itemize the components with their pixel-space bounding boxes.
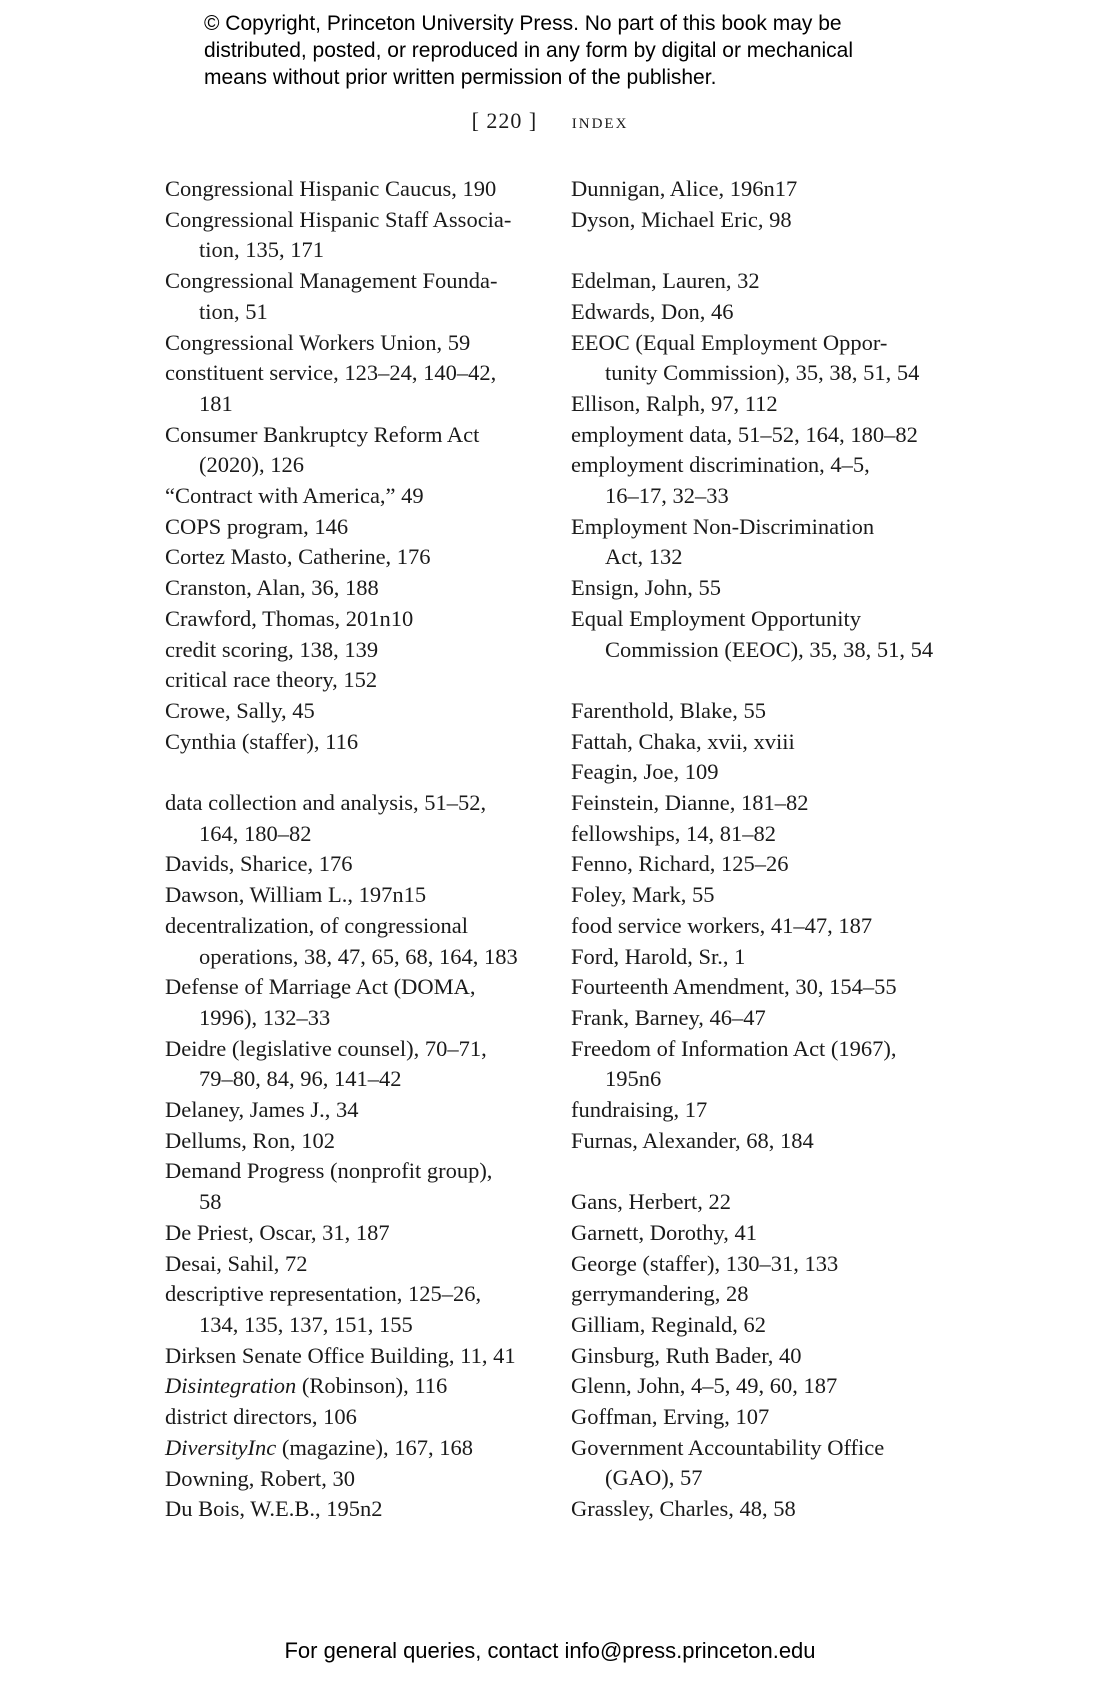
italic-title: Disintegration: [165, 1373, 297, 1399]
index-entry: employment discrimination, 4–5, 16–17, 32–33: [571, 452, 870, 509]
index-entry: critical race theory, 152: [165, 667, 378, 693]
index-entry: EEOC (Equal Employment Oppor- tunity Commission), 35, 38, 51, 54: [571, 329, 920, 386]
index-entry: decentralization, of congressional operations, 38, 47, 65, 68, 164, 183: [165, 912, 518, 969]
running-head: [0, 108, 1100, 134]
index-entry: Feinstein, Dianne, 181–82: [571, 790, 809, 816]
page-number: [ 220 ]: [471, 108, 538, 133]
index-column-left: [165, 174, 555, 1525]
letter-group-gap: [165, 757, 555, 788]
index-entry: Congressional Hispanic Staff Associa- tion, 135, 171: [165, 206, 512, 263]
copyright-line: means without prior written permission of the publisher.: [204, 66, 717, 89]
index-entry: Du Bois, W.E.B., 195n2: [165, 1496, 383, 1522]
index-entry: Cynthia (staffer), 116: [165, 728, 359, 754]
index-entry: Ford, Harold, Sr., 1: [571, 943, 746, 969]
index-entry: descriptive representation, 125–26, 134, 135, 137, 151, 155: [165, 1281, 482, 1337]
index-entry: Deidre (legislative counsel), 70–71, 79–80, 84, 96, 141–42: [165, 1035, 487, 1092]
index-entry: Gans, Herbert, 22: [571, 1189, 731, 1215]
index-entry: George (staffer), 130–31, 133: [571, 1250, 839, 1276]
index-entry: Dyson, Michael Eric, 98: [571, 206, 792, 232]
index-entry: constituent service, 123–24, 140–42, 181: [165, 360, 497, 416]
index-entry: Equal Employment Opportunity Commission (EEOC), 35, 38, 51, 54: [571, 605, 934, 662]
copyright-line: distributed, posted, or reproduced in any form by digital or mechanical: [204, 39, 854, 62]
letter-group-gap: [571, 1156, 971, 1187]
index-entry: DiversityInc (magazine), 167, 168: [165, 1434, 474, 1460]
footer-contact: For general queries, contact info@press.princeton.edu: [284, 1638, 816, 1663]
copyright-line: © Copyright, Princeton University Press. No part of this book may be: [204, 12, 842, 35]
index-entry: Farenthold, Blake, 55: [571, 697, 766, 723]
index-entry: “Contract with America,” 49: [165, 483, 424, 509]
index-entry: Cranston, Alan, 36, 188: [165, 575, 379, 601]
index-entry: Dirksen Senate Office Building, 11, 41: [165, 1342, 516, 1368]
index-entry: Edelman, Lauren, 32: [571, 268, 760, 294]
index-entry: Dawson, William L., 197n15: [165, 882, 427, 908]
index-entry: Freedom of Information Act (1967), 195n6: [571, 1035, 897, 1092]
index-entry: Goffman, Erving, 107: [571, 1404, 770, 1430]
index-entry: Ensign, John, 55: [571, 575, 722, 601]
index-entry: Gilliam, Reginald, 62: [571, 1311, 766, 1337]
index-entry: Feagin, Joe, 109: [571, 759, 719, 785]
index-entry: Desai, Sahil, 72: [165, 1250, 308, 1276]
index-entry: Garnett, Dorothy, 41: [571, 1219, 757, 1245]
index-entry: fundraising, 17: [571, 1097, 708, 1123]
index-entry: district directors, 106: [165, 1404, 357, 1430]
index-entry: Glenn, John, 4–5, 49, 60, 187: [571, 1373, 838, 1399]
index-entry: employment data, 51–52, 164, 180–82: [571, 421, 918, 447]
index-entry: Dunnigan, Alice, 196n17: [571, 176, 798, 201]
index-entry: food service workers, 41–47, 187: [571, 912, 873, 938]
index-entry: Fenno, Richard, 125–26: [571, 851, 789, 877]
letter-group-gap: [571, 665, 971, 696]
index-entry: Ginsburg, Ruth Bader, 40: [571, 1342, 802, 1368]
index-entry: Congressional Workers Union, 59: [165, 329, 471, 355]
index-entry: Defense of Marriage Act (DOMA, 1996), 132–33: [165, 974, 476, 1030]
index-entry: Frank, Barney, 46–47: [571, 1004, 766, 1030]
index-entry: fellowships, 14, 81–82: [571, 820, 776, 846]
index-entry: Consumer Bankruptcy Reform Act (2020), 126: [165, 421, 480, 478]
index-entry: data collection and analysis, 51–52, 164, 180–82: [165, 790, 487, 846]
index-entry: Crowe, Sally, 45: [165, 697, 315, 723]
index-entry: De Priest, Oscar, 31, 187: [165, 1219, 390, 1245]
index-entry: COPS program, 146: [165, 513, 349, 539]
index-entry: Furnas, Alexander, 68, 184: [571, 1127, 814, 1153]
index-entry: Government Accountability Office (GAO), 57: [571, 1434, 885, 1491]
index-entry: Fattah, Chaka, xvii, xviii: [571, 728, 795, 754]
index-entry: Delaney, James J., 34: [165, 1097, 359, 1123]
index-entry: Downing, Robert, 30: [165, 1465, 355, 1491]
index-entry: Davids, Sharice, 176: [165, 851, 353, 877]
section-title: index: [571, 108, 629, 133]
index-entry: Edwards, Don, 46: [571, 298, 734, 324]
index-entry: Congressional Hispanic Caucus, 190: [165, 176, 497, 201]
index-column-right: [571, 174, 971, 1525]
index-entry: Fourteenth Amendment, 30, 154–55: [571, 974, 897, 1000]
italic-title: DiversityInc: [165, 1434, 277, 1460]
index-entry: credit scoring, 138, 139: [165, 636, 379, 662]
index-entry: Crawford, Thomas, 201n10: [165, 605, 414, 631]
index-entry: Congressional Management Founda- tion, 51: [165, 268, 498, 324]
index-entry: Dellums, Ron, 102: [165, 1127, 336, 1153]
copyright-notice: [204, 10, 924, 91]
letter-group-gap: [571, 235, 971, 266]
index-entry: Demand Progress (nonprofit group), 58: [165, 1158, 493, 1215]
index-entry: Disintegration (Robinson), 116: [165, 1373, 448, 1399]
index-entry: Foley, Mark, 55: [571, 882, 715, 908]
index-entry: Ellison, Ralph, 97, 112: [571, 390, 778, 416]
index-entry: Grassley, Charles, 48, 58: [571, 1496, 796, 1522]
index-entry: gerrymandering, 28: [571, 1281, 749, 1307]
index-entry: Cortez Masto, Catherine, 176: [165, 544, 431, 570]
index-entry: Employment Non-Discrimination Act, 132: [571, 513, 875, 570]
